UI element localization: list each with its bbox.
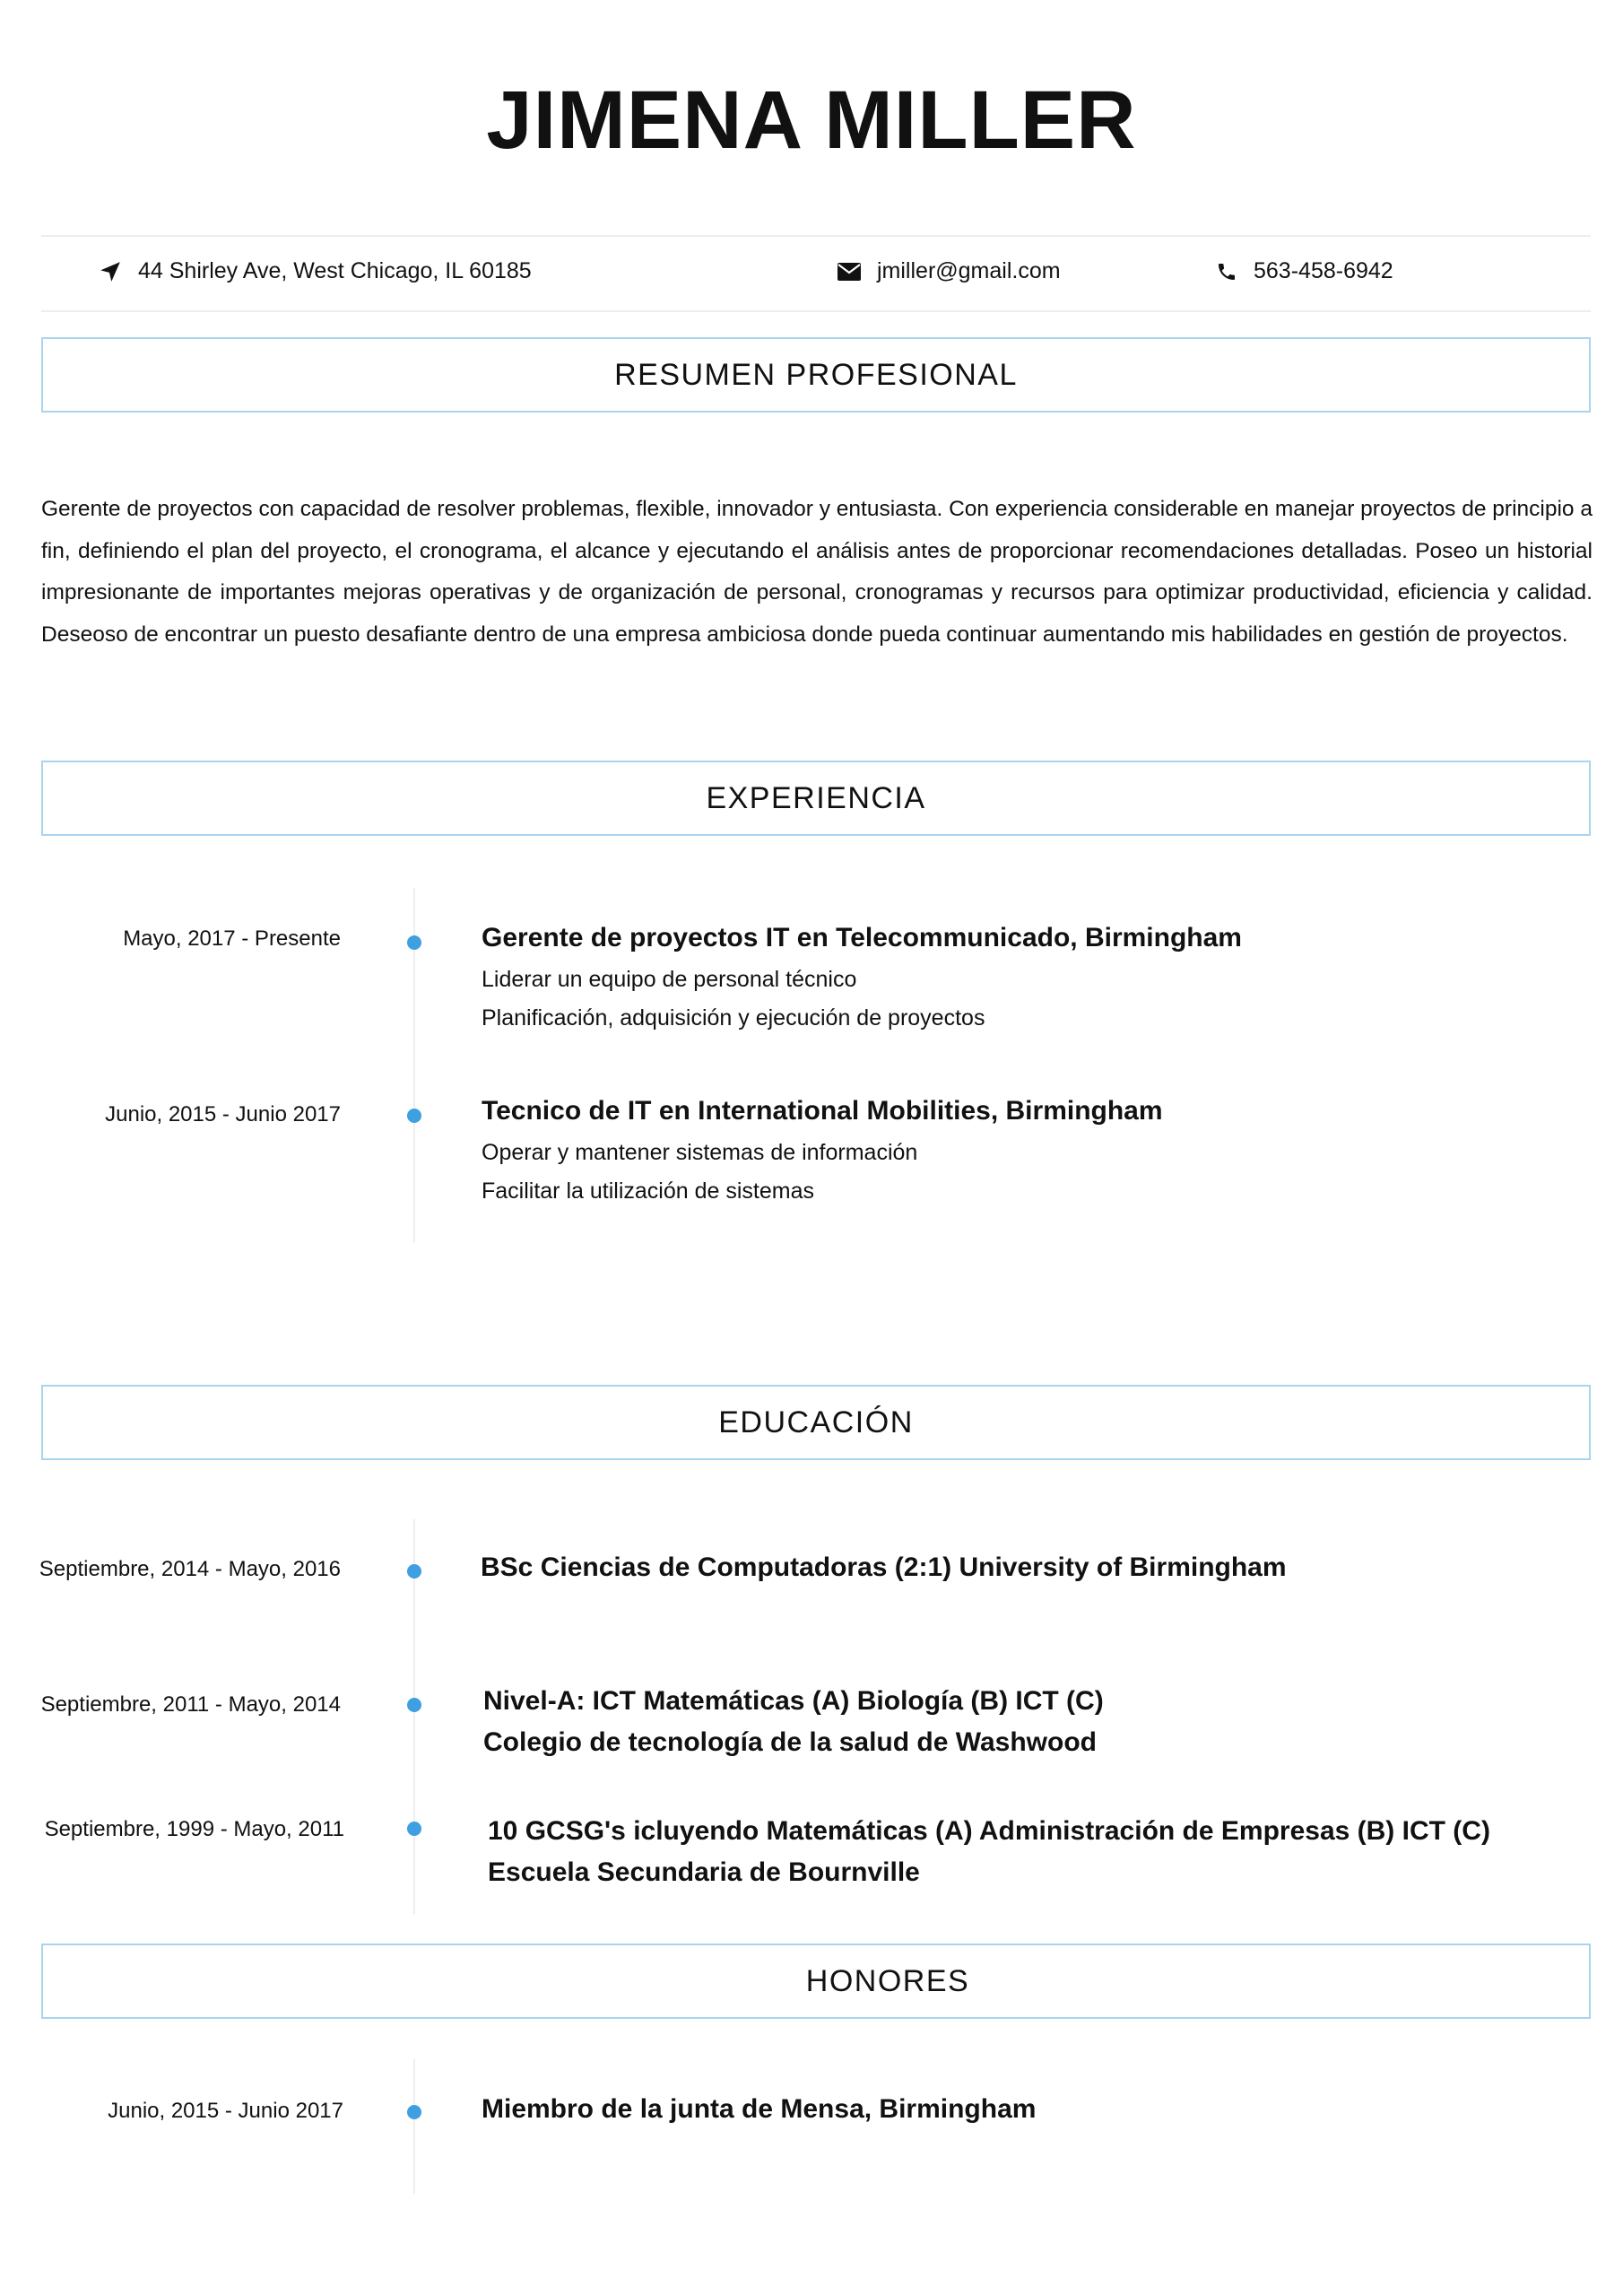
education-title: Nivel-A: ICT Matemáticas (A) Biología (B) ICT (C) bbox=[483, 1686, 1104, 1716]
contact-address bbox=[99, 258, 532, 284]
experience-title: Gerente de proyectos IT en Telecommunicado, Birmingham bbox=[482, 923, 1242, 952]
section-header-summary bbox=[41, 337, 1591, 413]
section-title-experience: EXPERIENCIA bbox=[706, 780, 926, 815]
honors-date: Junio, 2015 - Junio 2017 bbox=[108, 2099, 343, 2123]
section-header-experience bbox=[41, 761, 1591, 836]
contact-phone bbox=[1216, 258, 1393, 284]
candidate-name: JIMENA MILLER bbox=[486, 74, 1137, 166]
timeline-dot bbox=[407, 1109, 421, 1123]
education-title: BSc Ciencias de Computadoras (2:1) University of Birmingham bbox=[481, 1552, 1287, 1582]
contact-email bbox=[838, 258, 1061, 284]
phone-icon bbox=[1216, 261, 1237, 283]
section-title-education: EDUCACIÓN bbox=[718, 1405, 914, 1439]
honors-title: Miembro de la junta de Mensa, Birmingham bbox=[482, 2094, 1037, 2124]
experience-title: Tecnico de IT en International Mobilities, Birmingham bbox=[482, 1096, 1163, 1126]
section-header-honors bbox=[41, 1944, 1591, 2019]
header-divider-top bbox=[41, 235, 1591, 237]
timeline-dot bbox=[407, 1564, 421, 1578]
education-date: Septiembre, 2014 - Mayo, 2016 bbox=[39, 1557, 341, 1581]
section-header-education bbox=[41, 1385, 1591, 1460]
education-subtitle: Colegio de tecnología de la salud de Washwood bbox=[483, 1727, 1097, 1757]
experience-date: Mayo, 2017 - Presente bbox=[123, 926, 341, 951]
address-text: 44 Shirley Ave, West Chicago, IL 60185 bbox=[138, 258, 532, 283]
education-timeline-line bbox=[413, 1519, 415, 1914]
honors-timeline-line bbox=[413, 2059, 415, 2194]
education-date: Septiembre, 2011 - Mayo, 2014 bbox=[40, 1692, 341, 1717]
summary-paragraph: Gerente de proyectos con capacidad de resolver problemas, flexible, innovador y entusiasta. Con experiencia considerable en manejar proyectos de principio a fin, definiendo el plan del proyecto, el cronograma, el alcance y ejecutando el análisis antes de proporcionar recomendaciones detalladas. Poseo un historial impresionante de importantes mejoras operativas y de organización de personal, cronogramas y recursos para optimizar productividad, eficiencia y calidad. Deseoso de encontrar un puesto desafiante dentro de una empresa ambiciosa donde pueda continuar aumentando mis habilidades en gestión de proyectos. bbox=[41, 497, 1593, 647]
header-divider-bottom bbox=[41, 310, 1591, 312]
email-text[interactable]: jmiller@gmail.com bbox=[877, 258, 1061, 283]
experience-duty: Liderar un equipo de personal técnico bbox=[482, 967, 857, 992]
education-title: 10 GCSG's icluyendo Matemáticas (A) Administración de Empresas (B) ICT (C) bbox=[488, 1816, 1490, 1846]
section-title-summary: RESUMEN PROFESIONAL bbox=[614, 357, 1018, 392]
timeline-dot bbox=[407, 2105, 421, 2119]
timeline-dot bbox=[407, 1698, 421, 1712]
envelope-icon bbox=[838, 263, 861, 281]
experience-duty: Planificación, adquisición y ejecución de proyectos bbox=[482, 1005, 985, 1031]
section-title-honors: HONORES bbox=[805, 1963, 970, 1998]
education-date: Septiembre, 1999 - Mayo, 2011 bbox=[44, 1817, 344, 1841]
experience-duty: Operar y mantener sistemas de información bbox=[482, 1140, 918, 1165]
experience-duty: Facilitar la utilización de sistemas bbox=[482, 1178, 814, 1204]
experience-date: Junio, 2015 - Junio 2017 bbox=[105, 1102, 341, 1126]
location-arrow-icon bbox=[99, 260, 122, 283]
education-subtitle: Escuela Secundaria de Bournville bbox=[488, 1857, 920, 1887]
phone-text[interactable]: 563-458-6942 bbox=[1254, 258, 1393, 283]
timeline-dot bbox=[407, 935, 421, 950]
timeline-dot bbox=[407, 1822, 421, 1836]
